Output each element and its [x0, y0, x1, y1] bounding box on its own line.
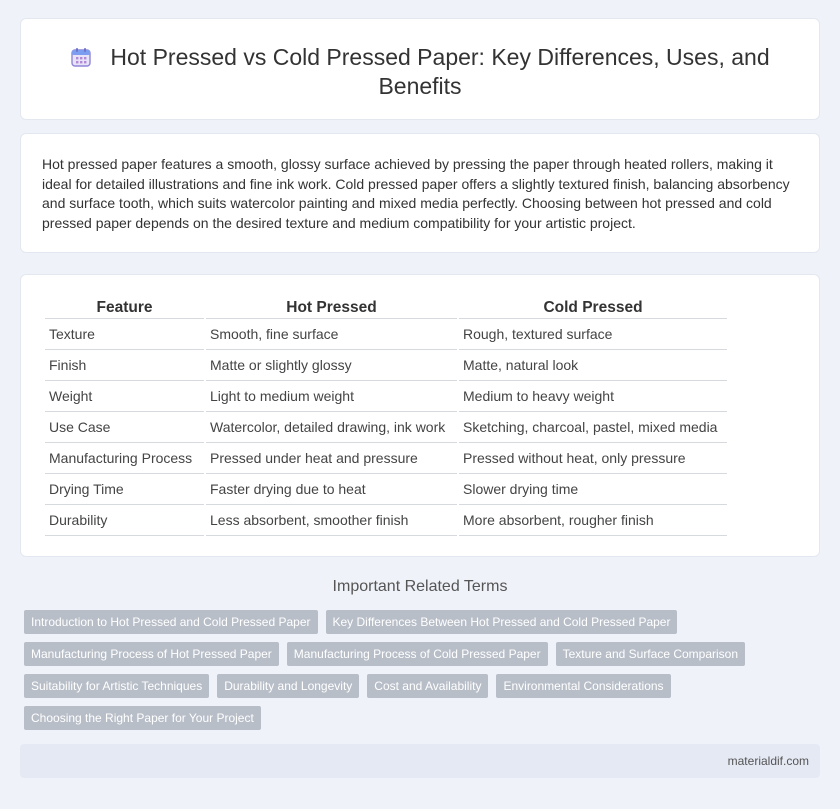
related-term-tag[interactable]: Suitability for Artistic Techniques: [24, 674, 209, 698]
title-card: [20, 18, 820, 120]
feature-cell: Drying Time: [45, 474, 204, 505]
related-terms-title: Important Related Terms: [332, 578, 508, 595]
header-hot-pressed: Hot Pressed: [206, 297, 457, 319]
hot-pressed-cell: Light to medium weight: [206, 381, 457, 412]
intro-paragraph: Hot pressed paper features a smooth, glossy surface achieved by pressing the paper through heated rollers, making it ideal for detailed illustrations and fine ink work. Cold pressed paper offers a slightly textured finish, balancing absorbency and surface tooth, which suits watercolor painting and mixed media perfectly. Choosing between hot pressed and cold pressed paper depends on the desired texture and medium compatibility for your artistic project.: [42, 156, 790, 231]
calendar-icon: [70, 46, 92, 68]
page-title-text: Hot Pressed vs Cold Pressed Paper: Key Differences, Uses, and Benefits: [110, 44, 770, 99]
tag-row: [24, 610, 784, 634]
table-row: [45, 412, 727, 443]
feature-cell: Finish: [45, 350, 204, 381]
cold-pressed-cell: Rough, textured surface: [459, 319, 727, 350]
related-term-tag[interactable]: Manufacturing Process of Cold Pressed Paper: [287, 642, 548, 666]
feature-cell: Use Case: [45, 412, 204, 443]
related-term-tag[interactable]: Texture and Surface Comparison: [556, 642, 745, 666]
hot-pressed-cell: Watercolor, detailed drawing, ink work: [206, 412, 457, 443]
hot-pressed-cell: Matte or slightly glossy: [206, 350, 457, 381]
hot-pressed-cell: Smooth, fine surface: [206, 319, 457, 350]
cold-pressed-cell: Matte, natural look: [459, 350, 727, 381]
related-term-tag[interactable]: Introduction to Hot Pressed and Cold Pressed Paper: [24, 610, 318, 634]
related-term-tag[interactable]: Key Differences Between Hot Pressed and Cold Pressed Paper: [326, 610, 678, 634]
related-term-tag[interactable]: Durability and Longevity: [217, 674, 359, 698]
related-term-tag[interactable]: Choosing the Right Paper for Your Project: [24, 706, 261, 730]
feature-cell: Durability: [45, 505, 204, 536]
hot-pressed-cell: Pressed under heat and pressure: [206, 443, 457, 474]
related-terms-list: [24, 610, 784, 738]
tag-row: [24, 674, 784, 698]
hot-pressed-cell: Faster drying due to heat: [206, 474, 457, 505]
tag-row: [24, 642, 784, 666]
comparison-table: [43, 297, 729, 536]
related-term-tag[interactable]: Environmental Considerations: [496, 674, 670, 698]
table-row: [45, 505, 727, 536]
cold-pressed-cell: More absorbent, rougher finish: [459, 505, 727, 536]
footer-site-link[interactable]: materialdif.com: [727, 754, 809, 768]
table-header-row: [45, 297, 727, 319]
page-title: [70, 44, 769, 99]
intro-card: [20, 133, 820, 253]
footer: [20, 744, 820, 778]
feature-cell: Texture: [45, 319, 204, 350]
cold-pressed-cell: Pressed without heat, only pressure: [459, 443, 727, 474]
cold-pressed-cell: Sketching, charcoal, pastel, mixed media: [459, 412, 727, 443]
page-header: [61, 43, 779, 101]
table-row: [45, 474, 727, 505]
table-row: [45, 381, 727, 412]
cold-pressed-cell: Slower drying time: [459, 474, 727, 505]
table-row: [45, 319, 727, 350]
feature-cell: Weight: [45, 381, 204, 412]
related-term-tag[interactable]: Manufacturing Process of Hot Pressed Paper: [24, 642, 279, 666]
tag-row: [24, 706, 784, 730]
hot-pressed-cell: Less absorbent, smoother finish: [206, 505, 457, 536]
header-feature: Feature: [45, 297, 204, 319]
comparison-card: [20, 274, 820, 557]
table-row: [45, 443, 727, 474]
cold-pressed-cell: Medium to heavy weight: [459, 381, 727, 412]
related-term-tag[interactable]: Cost and Availability: [367, 674, 488, 698]
header-cold-pressed: Cold Pressed: [459, 297, 727, 319]
table-row: [45, 350, 727, 381]
feature-cell: Manufacturing Process: [45, 443, 204, 474]
